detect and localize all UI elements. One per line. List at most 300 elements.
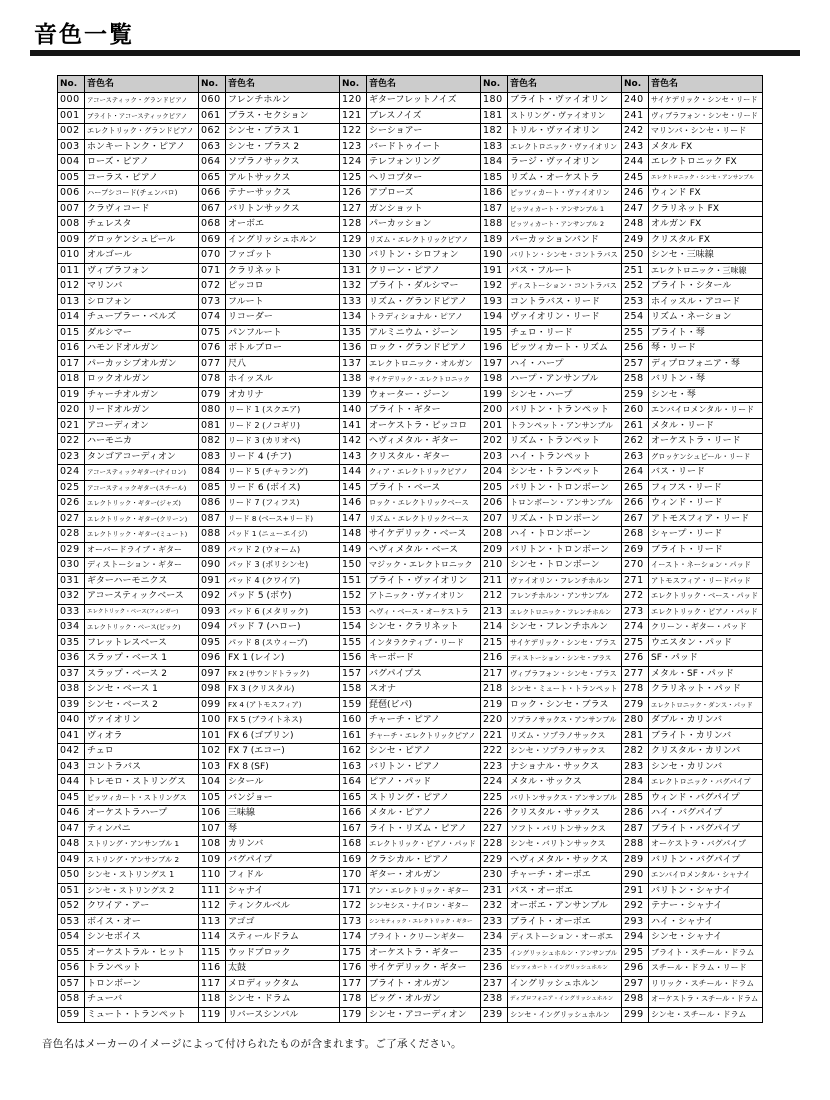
tone-number: 139 <box>340 387 367 403</box>
tone-name: リード 1 (スクエア) <box>226 403 340 419</box>
tone-name: FX 7 (エコー) <box>226 744 340 760</box>
tone-name: バグパイプス <box>367 666 481 682</box>
table-row <box>58 403 199 419</box>
tone-name: エレクトロニック・ダンス・パッド <box>649 697 763 713</box>
table-row <box>340 666 481 682</box>
table-row <box>622 589 763 605</box>
tone-name: メタル・サックス <box>508 775 622 791</box>
tone-name: クリスタル・カリンバ <box>649 744 763 760</box>
tone-name: インタラクティブ・リード <box>367 635 481 651</box>
tone-number: 144 <box>340 465 367 481</box>
tone-number: 154 <box>340 620 367 636</box>
table-row <box>340 868 481 884</box>
tone-name: エレクトロニック FX <box>649 155 763 171</box>
tone-name: リコーダー <box>226 310 340 326</box>
tone-name: クィア・エレクトリックピアノ <box>367 465 481 481</box>
tone-name: パーカッションバンド <box>508 232 622 248</box>
tone-number: 247 <box>622 201 649 217</box>
table-row <box>199 232 340 248</box>
table-row <box>622 666 763 682</box>
tone-number: 172 <box>340 899 367 915</box>
tone-number: 197 <box>481 356 508 372</box>
tone-number: 183 <box>481 139 508 155</box>
tone-name: リード 7 (フィフス) <box>226 496 340 512</box>
table-row <box>199 511 340 527</box>
table-row <box>340 263 481 279</box>
tone-number: 281 <box>622 728 649 744</box>
table-row <box>58 387 199 403</box>
table-row <box>58 713 199 729</box>
tone-number: 166 <box>340 806 367 822</box>
table-row <box>199 372 340 388</box>
tone-name: アトモスフィア・リードパッド <box>649 573 763 589</box>
tone-number: 000 <box>58 93 85 109</box>
tone-name: スチール・ドラム・リード <box>649 961 763 977</box>
table-row <box>199 403 340 419</box>
col-header-no: No. <box>340 76 367 93</box>
table-row <box>58 356 199 372</box>
tone-column-5 <box>621 75 763 1023</box>
tone-number: 021 <box>58 418 85 434</box>
tone-number: 239 <box>481 1007 508 1023</box>
tone-column-3 <box>339 75 481 1023</box>
tone-name: メタル・リード <box>649 418 763 434</box>
table-row <box>481 232 622 248</box>
tone-number: 290 <box>622 868 649 884</box>
tone-name: イースト・ネーション・パッド <box>649 558 763 574</box>
tone-number: 268 <box>622 527 649 543</box>
table-row <box>58 589 199 605</box>
tone-number: 295 <box>622 945 649 961</box>
tone-number: 294 <box>622 930 649 946</box>
table-row <box>58 511 199 527</box>
table-row <box>481 418 622 434</box>
table-row <box>481 852 622 868</box>
tone-number: 235 <box>481 945 508 961</box>
tone-name: ホンキートンク・ピアノ <box>85 139 199 155</box>
tone-number: 245 <box>622 170 649 186</box>
table-row <box>622 635 763 651</box>
tone-name: ソフト・バリトンサックス <box>508 821 622 837</box>
tone-name: ガンショット <box>367 201 481 217</box>
table-row <box>481 899 622 915</box>
tone-number: 284 <box>622 775 649 791</box>
table-row <box>340 852 481 868</box>
tone-number: 149 <box>340 542 367 558</box>
tone-number: 273 <box>622 604 649 620</box>
table-row <box>58 232 199 248</box>
tone-number: 209 <box>481 542 508 558</box>
tone-name: シロフォン <box>85 294 199 310</box>
tone-name: ヘヴィメタル・ギター <box>367 434 481 450</box>
tone-name: リード 8 (ベース+リード) <box>226 511 340 527</box>
tone-name: リード 6 (ボイス) <box>226 480 340 496</box>
tone-name: イングリッシュホルン <box>508 976 622 992</box>
table-row <box>58 248 199 264</box>
tone-number: 269 <box>622 542 649 558</box>
table-row <box>58 294 199 310</box>
col-header-no: No. <box>199 76 226 93</box>
tone-number: 152 <box>340 589 367 605</box>
table-row <box>481 108 622 124</box>
table-row <box>340 558 481 574</box>
tone-number: 218 <box>481 682 508 698</box>
table-row <box>340 635 481 651</box>
tone-number: 162 <box>340 744 367 760</box>
tone-number: 230 <box>481 868 508 884</box>
tone-name: エレクトロニック・オルガン <box>367 356 481 372</box>
tone-name: バリトンサックス <box>226 201 340 217</box>
tone-name: チューブラー・ベルズ <box>85 310 199 326</box>
tone-number: 084 <box>199 465 226 481</box>
table-row <box>340 186 481 202</box>
tone-name: 尺八 <box>226 356 340 372</box>
table-row <box>199 248 340 264</box>
tone-number: 064 <box>199 155 226 171</box>
tone-name: タンゴアコーディオン <box>85 449 199 465</box>
tone-name: リード 3 (カリオペ) <box>226 434 340 450</box>
table-row <box>340 310 481 326</box>
tone-number: 158 <box>340 682 367 698</box>
tone-name: ブライト・オーボエ <box>508 914 622 930</box>
table-row <box>622 124 763 140</box>
tone-name: リード 5 (チャラング) <box>226 465 340 481</box>
tone-name: ブライト・シタール <box>649 279 763 295</box>
tone-number: 086 <box>199 496 226 512</box>
tone-number: 240 <box>622 93 649 109</box>
tone-number: 022 <box>58 434 85 450</box>
table-row <box>340 945 481 961</box>
tone-number: 119 <box>199 1007 226 1023</box>
table-row <box>340 775 481 791</box>
tone-number: 128 <box>340 217 367 233</box>
tone-name: ファゴット <box>226 248 340 264</box>
table-row <box>340 899 481 915</box>
table-row <box>199 387 340 403</box>
tone-number: 042 <box>58 744 85 760</box>
tone-name: シーショアー <box>367 124 481 140</box>
tone-number: 006 <box>58 186 85 202</box>
tone-number: 199 <box>481 387 508 403</box>
tone-number: 102 <box>199 744 226 760</box>
tone-number: 062 <box>199 124 226 140</box>
table-row <box>199 496 340 512</box>
tone-number: 146 <box>340 496 367 512</box>
tone-name: ハイ・トランペット <box>508 449 622 465</box>
table-row <box>481 992 622 1008</box>
tone-number: 179 <box>340 1007 367 1023</box>
tone-name: ハイ・ハープ <box>508 356 622 372</box>
tone-name: アゴゴ <box>226 914 340 930</box>
table-row <box>622 713 763 729</box>
tone-name: パッド 7 (ハロー) <box>226 620 340 636</box>
tone-number: 020 <box>58 403 85 419</box>
table-row <box>340 418 481 434</box>
tone-name: シンセ・カリンバ <box>649 759 763 775</box>
tone-number: 087 <box>199 511 226 527</box>
tone-name: ピッツィカート・ヴァイオリン <box>508 186 622 202</box>
tone-name: ギターハーモニクス <box>85 573 199 589</box>
tone-name: ディプロフォニア・イングリッシュホルン <box>508 992 622 1008</box>
table-row <box>481 728 622 744</box>
tone-number: 109 <box>199 852 226 868</box>
table-row <box>199 682 340 698</box>
table-row <box>481 914 622 930</box>
tone-number: 206 <box>481 496 508 512</box>
tone-column-2 <box>198 75 340 1023</box>
tone-name: ヴィオラ <box>85 728 199 744</box>
table-row <box>481 325 622 341</box>
tone-name: サイケデリック・ギター <box>367 961 481 977</box>
table-row <box>199 883 340 899</box>
table-row <box>340 589 481 605</box>
tone-number: 274 <box>622 620 649 636</box>
tone-name: ストリング・ヴァイオリン <box>508 108 622 124</box>
table-row <box>622 356 763 372</box>
tone-name: ハイ・バグパイプ <box>649 806 763 822</box>
table-row <box>58 263 199 279</box>
table-row <box>622 899 763 915</box>
tone-number: 232 <box>481 899 508 915</box>
tone-number: 229 <box>481 852 508 868</box>
table-row <box>58 821 199 837</box>
tone-number: 267 <box>622 511 649 527</box>
tone-name: リズム・ネーション <box>649 310 763 326</box>
table-row <box>622 868 763 884</box>
tone-number: 193 <box>481 294 508 310</box>
tone-name: ハイ・シャナイ <box>649 914 763 930</box>
tone-name: クワイア・アー <box>85 899 199 915</box>
table-row <box>622 108 763 124</box>
table-row <box>340 372 481 388</box>
tone-number: 108 <box>199 837 226 853</box>
tone-number: 143 <box>340 449 367 465</box>
tone-name: ピアノ・パッド <box>367 775 481 791</box>
tone-name: サイケデリック・シンセ・リード <box>649 93 763 109</box>
tone-name: シンセティック・エレクトリック・ギター <box>367 914 481 930</box>
tone-name: シンセ・ベース 1 <box>85 682 199 698</box>
table-row <box>340 697 481 713</box>
table-row <box>199 279 340 295</box>
tone-name: ヘリコプター <box>367 170 481 186</box>
table-row <box>58 728 199 744</box>
tone-number: 188 <box>481 217 508 233</box>
tone-name: バス・リード <box>649 465 763 481</box>
tone-name: SF・パッド <box>649 651 763 667</box>
tone-number: 071 <box>199 263 226 279</box>
tone-number: 200 <box>481 403 508 419</box>
tone-name: リード 4 (チフ) <box>226 449 340 465</box>
title-rule <box>30 50 800 56</box>
table-row <box>199 852 340 868</box>
tone-name: クラヴィコード <box>85 201 199 217</box>
table-row <box>58 992 199 1008</box>
tone-number: 293 <box>622 914 649 930</box>
tone-number: 060 <box>199 93 226 109</box>
tone-name: ヴァイオリン・フレンチホルン <box>508 573 622 589</box>
tone-number: 279 <box>622 697 649 713</box>
tone-name: ハーモニカ <box>85 434 199 450</box>
tone-number: 095 <box>199 635 226 651</box>
tone-name: シンセ・トランペット <box>508 465 622 481</box>
tone-number: 131 <box>340 263 367 279</box>
tone-name: クラリネット FX <box>649 201 763 217</box>
table-row <box>340 914 481 930</box>
tone-name: キーボード <box>367 651 481 667</box>
table-row <box>622 232 763 248</box>
table-row <box>199 480 340 496</box>
tone-number: 048 <box>58 837 85 853</box>
tone-name: バリトン・トロンボーン <box>508 480 622 496</box>
table-row <box>199 914 340 930</box>
table-row <box>199 170 340 186</box>
table-row <box>58 155 199 171</box>
table-row <box>199 837 340 853</box>
tone-number: 168 <box>340 837 367 853</box>
table-row <box>58 186 199 202</box>
table-row <box>481 775 622 791</box>
tone-number: 018 <box>58 372 85 388</box>
tone-number: 070 <box>199 248 226 264</box>
header-row <box>481 76 622 93</box>
tone-name: バリトン・シロフォン <box>367 248 481 264</box>
table-row <box>199 697 340 713</box>
tone-name: ホイッスル <box>226 372 340 388</box>
tone-name: オーケストラ・リード <box>649 434 763 450</box>
table-row <box>58 573 199 589</box>
page-title: 音色一覧 <box>34 22 134 48</box>
tone-number: 023 <box>58 449 85 465</box>
table-row <box>58 883 199 899</box>
tone-number: 002 <box>58 124 85 140</box>
tone-name: メタル・SF・パッド <box>649 666 763 682</box>
tone-number: 045 <box>58 790 85 806</box>
tone-number: 180 <box>481 93 508 109</box>
table-row <box>340 325 481 341</box>
tone-name: トラディショナル・ピアノ <box>367 310 481 326</box>
tone-number: 040 <box>58 713 85 729</box>
table-row <box>481 124 622 140</box>
table-row <box>481 201 622 217</box>
tone-number: 212 <box>481 589 508 605</box>
tone-number: 231 <box>481 883 508 899</box>
table-row <box>340 527 481 543</box>
table-row <box>199 961 340 977</box>
tone-number: 121 <box>340 108 367 124</box>
table-row <box>622 496 763 512</box>
table-row <box>481 589 622 605</box>
tone-number: 130 <box>340 248 367 264</box>
tone-number: 190 <box>481 248 508 264</box>
table-row <box>481 744 622 760</box>
table-row <box>481 217 622 233</box>
table-row <box>622 201 763 217</box>
tone-number: 227 <box>481 821 508 837</box>
tone-name: リードオルガン <box>85 403 199 419</box>
table-row <box>340 108 481 124</box>
tone-name: シンセ・イングリッシュホルン <box>508 1007 622 1023</box>
table-row <box>199 930 340 946</box>
table-row <box>199 868 340 884</box>
tone-number: 085 <box>199 480 226 496</box>
tone-number: 053 <box>58 914 85 930</box>
table-row <box>481 294 622 310</box>
table-row <box>340 821 481 837</box>
tone-name: エンバイロメンタル・シャナイ <box>649 868 763 884</box>
tone-name: ヘヴィメタル・サックス <box>508 852 622 868</box>
tone-number: 099 <box>199 697 226 713</box>
tone-name: パッド 4 (クワイア) <box>226 573 340 589</box>
tone-name: FX 4 (アトモスフィア) <box>226 697 340 713</box>
table-row <box>481 713 622 729</box>
table-row <box>622 248 763 264</box>
tone-number: 236 <box>481 961 508 977</box>
table-row <box>58 759 199 775</box>
tone-number: 027 <box>58 511 85 527</box>
table-row <box>58 852 199 868</box>
table-row <box>58 868 199 884</box>
table-row <box>340 217 481 233</box>
tone-number: 017 <box>58 356 85 372</box>
tone-name: ミュート・トランペット <box>85 1007 199 1023</box>
tone-number: 059 <box>58 1007 85 1023</box>
tone-name: パッド 6 (メタリック) <box>226 604 340 620</box>
tone-name: パッド 3 (ポリシンセ) <box>226 558 340 574</box>
tone-name: ウォーター・ジーン <box>367 387 481 403</box>
tone-name: リズム・オーケストラ <box>508 170 622 186</box>
tone-number: 004 <box>58 155 85 171</box>
tone-number: 047 <box>58 821 85 837</box>
tone-name: チューバ <box>85 992 199 1008</box>
table-row <box>340 449 481 465</box>
table-row <box>481 403 622 419</box>
tone-number: 248 <box>622 217 649 233</box>
footer-note: 音色名はメーカーのイメージによって付けられたものが含まれます。ご了承ください。 <box>42 1038 462 1050</box>
tone-number: 037 <box>58 666 85 682</box>
table-row <box>58 93 199 109</box>
table-row <box>199 341 340 357</box>
tone-name: シンセ・ストリングス 1 <box>85 868 199 884</box>
tone-name: グロッケンシュピール・リード <box>649 449 763 465</box>
table-row <box>481 945 622 961</box>
tone-number: 253 <box>622 294 649 310</box>
table-row <box>199 186 340 202</box>
tone-name: フルート <box>226 294 340 310</box>
tone-number: 078 <box>199 372 226 388</box>
tone-number: 283 <box>622 759 649 775</box>
tone-number: 213 <box>481 604 508 620</box>
table-row <box>199 744 340 760</box>
tone-name: ロック・グランドピアノ <box>367 341 481 357</box>
tone-name: パーカッション <box>367 217 481 233</box>
tone-number: 250 <box>622 248 649 264</box>
tone-number: 009 <box>58 232 85 248</box>
table-row <box>58 139 199 155</box>
table-row <box>481 651 622 667</box>
tone-name: ハープ・アンサンブル <box>508 372 622 388</box>
tone-name: ヴァイオリン <box>85 713 199 729</box>
table-row <box>199 821 340 837</box>
tone-name: スティールドラム <box>226 930 340 946</box>
table-row <box>199 465 340 481</box>
table-row <box>622 883 763 899</box>
tone-name: アン・エレクトリック・ギター <box>367 883 481 899</box>
tone-name: オーケストラ・ギター <box>367 945 481 961</box>
tone-name: バリトン・トランペット <box>508 403 622 419</box>
tone-column-4 <box>480 75 622 1023</box>
table-row <box>481 635 622 651</box>
tone-name: ピッツィカート・リズム <box>508 341 622 357</box>
